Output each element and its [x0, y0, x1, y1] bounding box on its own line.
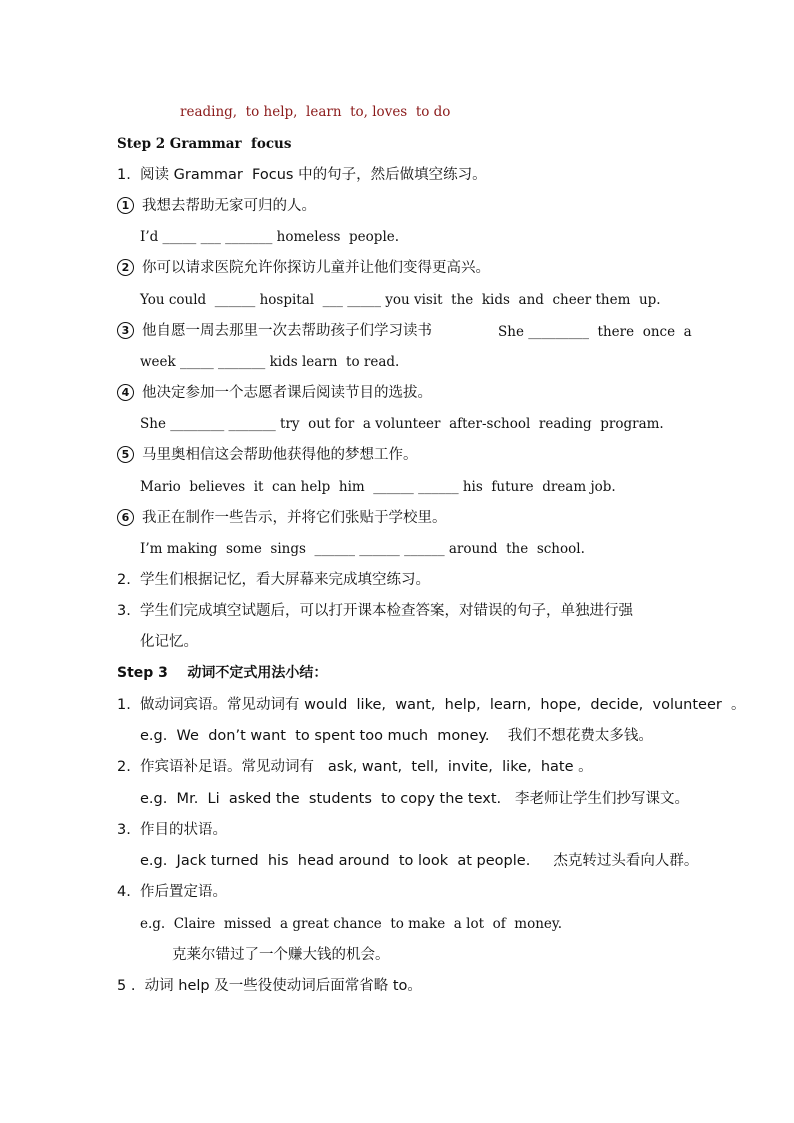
step2-item-1: 1. 阅读 Grammar Focus 中的句子，然后做填空练习。	[117, 167, 487, 183]
usage-3: 3. 作目的状语。	[117, 822, 228, 838]
question-1-zh: 1 我想去帮助无家可归的人。	[117, 197, 316, 215]
usage-1: 1. 做动词宾语。常见动词有 would like, want, help, learn, hope, decide, volunteer 。	[117, 697, 746, 713]
question-5-zh: 5 马里奥相信这会帮助他获得他的梦想工作。	[117, 446, 418, 464]
step2-item-3: 3. 学生们完成填空试题后，可以打开课本检查答案，对错误的句子，单独进行强	[117, 603, 634, 619]
circled-number: 5	[117, 446, 134, 463]
circled-number: 3	[117, 322, 134, 339]
question-2-zh: 2 你可以请求医院允许你探访儿童并让他们变得更高兴。	[117, 259, 490, 277]
circled-number: 6	[117, 509, 134, 526]
question-2-en: You could ______ hospital ___ _____ you visit the kids and cheer them up.	[140, 292, 661, 308]
answer-words-line: reading, to help, learn to, loves to do	[180, 104, 451, 120]
question-4-en: She ________ _______ try out for a volunteer after-school reading program.	[140, 416, 664, 432]
question-3-en-start: She _________ there once a	[498, 324, 692, 340]
usage-4: 4. 作后置定语。	[117, 884, 228, 900]
question-6-en: I’m making some sings ______ ______ ______ around the school.	[140, 541, 585, 557]
step2-heading: Step 2 Grammar focus	[117, 136, 292, 152]
usage-3-example: e.g. Jack turned his head around to look at people. 杰克转过头看向人群。	[140, 853, 699, 869]
usage-4-example-zh: 克莱尔错过了一个赚大钱的机会。	[172, 947, 390, 963]
circled-number: 2	[117, 259, 134, 276]
question-1-en: I’d _____ ___ _______ homeless people.	[140, 229, 400, 245]
step3-heading: Step 3 动词不定式用法小结：	[117, 665, 328, 681]
step2-item-3-cont: 化记忆。	[140, 634, 198, 650]
circled-number: 1	[117, 197, 134, 214]
question-3-zh: 3 他自愿一周去那里一次去帮助孩子们学习读书	[117, 322, 432, 340]
usage-4-example: e.g. Claire missed a great chance to make a lot of money.	[140, 916, 563, 932]
usage-1-example: e.g. We don’t want to spent too much money. 我们不想花费太多钱。	[140, 728, 653, 744]
circled-number: 4	[117, 384, 134, 401]
usage-2-example: e.g. Mr. Li asked the students to copy the text. 李老师让学生们抄写课文。	[140, 791, 689, 807]
usage-2: 2. 作宾语补足语。常见动词有 ask, want, tell, invite, like, hate 。	[117, 759, 593, 775]
question-3-en-end: week _____ _______ kids learn to read.	[140, 354, 400, 370]
question-5-en: Mario believes it can help him ______ ______ his future dream job.	[140, 479, 616, 495]
step2-item-2: 2. 学生们根据记忆，看大屏幕来完成填空练习。	[117, 572, 431, 588]
usage-5: 5 . 动词 help 及一些役使动词后面常省略 to。	[117, 978, 422, 994]
question-6-zh: 6 我正在制作一些告示，并将它们张贴于学校里。	[117, 509, 447, 527]
question-4-zh: 4 他决定参加一个志愿者课后阅读节目的选拔。	[117, 384, 432, 402]
